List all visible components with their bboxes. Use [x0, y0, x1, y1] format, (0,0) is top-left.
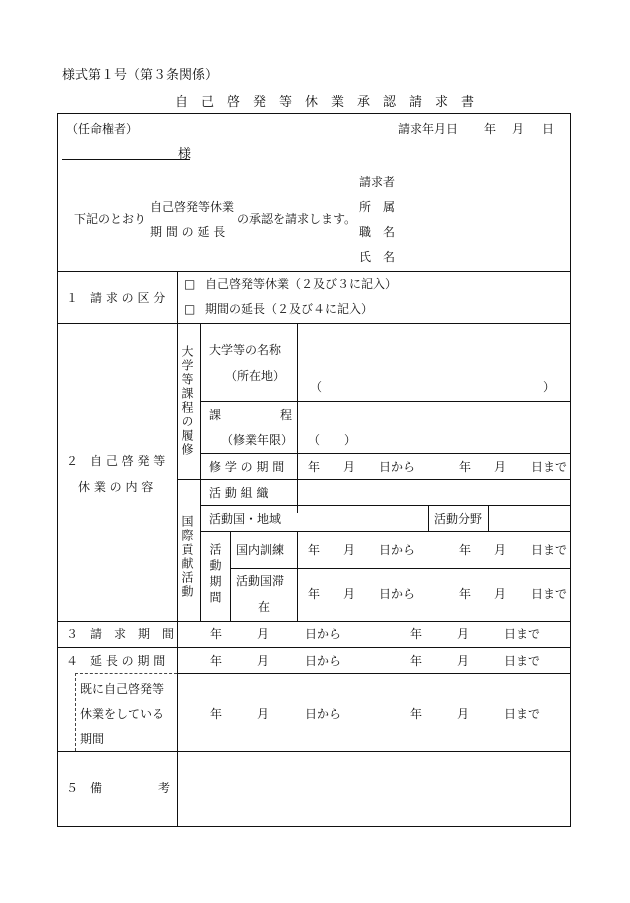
study-to-day: 日まで [531, 460, 568, 474]
study-from-month: 月 [343, 460, 356, 474]
study-from-year: 年 [308, 460, 321, 474]
intro-prefix: 下記のとおり [74, 212, 147, 226]
already-label-line2: 休業をしている [80, 707, 165, 721]
study-years-label: （修業年限） [221, 433, 294, 447]
s3-from-day: 日から [305, 627, 342, 641]
s3-label: ３ 請 求 期 間 [66, 627, 175, 641]
s3-to-month: 月 [457, 627, 470, 641]
location-paren-close: ） [543, 380, 556, 394]
intl-group-label: 国際貢献活動 [180, 515, 194, 599]
domestic-to-month: 月 [494, 543, 507, 557]
study-from-day: 日から [379, 460, 416, 474]
univ-group-label: 大学等課程の履修 [180, 345, 194, 457]
stay-to-year: 年 [459, 587, 472, 601]
domestic-training-label: 国内訓練 [236, 543, 285, 557]
s3-to-year: 年 [410, 627, 423, 641]
already-to-year: 年 [410, 707, 423, 721]
s1-label: １ 請 求 の 区 分 [66, 291, 166, 305]
already-from-year: 年 [210, 707, 223, 721]
s1-option-extension: 期間の延長（２及び４に記入） [205, 302, 374, 316]
study-to-month: 月 [494, 460, 507, 474]
form-number: 様式第１号（第３条関係） [62, 68, 219, 83]
s5-label: ５ 備 [66, 781, 103, 795]
already-from-day: 日から [305, 707, 342, 721]
authority-label: （任命権者） [66, 122, 139, 136]
s2-label-line1: ２ 自 己 啓 発 等 [66, 454, 166, 468]
s1-checkbox-extension[interactable]: □ [184, 302, 196, 316]
s4-to-year: 年 [410, 654, 423, 668]
school-name-label: 大学等の名称 [209, 343, 282, 357]
s4-to-month: 月 [457, 654, 470, 668]
already-label-line1: 既に自己啓発等 [80, 682, 165, 696]
remarks-field[interactable] [180, 752, 568, 824]
s1-option-leave: 自己啓発等休業（２及び３に記入） [205, 277, 398, 291]
s4-from-year: 年 [210, 654, 223, 668]
s5-label2: 考 [158, 781, 171, 795]
field-label: 活動分野 [434, 512, 483, 526]
already-label-line3: 期間 [80, 732, 105, 746]
stay-from-year: 年 [308, 587, 321, 601]
name-label: 氏 名 [359, 250, 396, 264]
intro-option-leave: 自己啓発等休業 [150, 200, 235, 214]
location-paren-open: （ [310, 380, 323, 394]
org-label: 活 動 組 織 [209, 486, 269, 500]
s3-from-year: 年 [210, 627, 223, 641]
already-from-month: 月 [257, 707, 270, 721]
dept-label: 所 属 [359, 200, 396, 214]
honorific: 様 [178, 147, 192, 162]
date-year: 年 [484, 122, 497, 136]
date-month: 月 [512, 122, 525, 136]
s4-to-day: 日まで [504, 654, 541, 668]
course-label: 課 [209, 408, 222, 422]
intro-suffix: の承認を請求します。 [237, 212, 357, 226]
request-date-label: 請求年月日 [398, 122, 459, 136]
stay-label-line1: 活動国滞 [236, 574, 285, 588]
s4-label: ４ 延 長 の 期 間 [66, 654, 166, 668]
domestic-from-day: 日から [379, 543, 416, 557]
intro-option-extension: 期 間 の 延 長 [150, 225, 226, 239]
country-label: 活動国・地域 [209, 512, 282, 526]
s1-checkbox-leave[interactable]: □ [184, 277, 196, 291]
study-period-label: 修 学 の 期 間 [209, 460, 285, 474]
date-day: 日 [542, 122, 555, 136]
already-to-day: 日まで [504, 707, 541, 721]
s4-from-day: 日から [305, 654, 342, 668]
already-to-month: 月 [457, 707, 470, 721]
stay-to-day: 日まで [531, 587, 568, 601]
page-title: 自 己 啓 発 等 休 業 承 認 請 求 書 [175, 95, 475, 110]
location-label: （所在地） [225, 369, 286, 383]
domestic-to-year: 年 [459, 543, 472, 557]
activity-period-label: 活動期間 [208, 543, 222, 607]
s3-from-month: 月 [257, 627, 270, 641]
s2-label-line2: 休 業 の 内 容 [78, 480, 154, 494]
study-to-year: 年 [459, 460, 472, 474]
domestic-from-year: 年 [308, 543, 321, 557]
stay-from-month: 月 [343, 587, 356, 601]
domestic-from-month: 月 [343, 543, 356, 557]
s3-to-day: 日まで [504, 627, 541, 641]
stay-to-month: 月 [494, 587, 507, 601]
domestic-to-day: 日まで [531, 543, 568, 557]
post-label: 職 名 [359, 225, 396, 239]
course-label2: 程 [280, 408, 293, 422]
study-years-paren: （ ） [308, 433, 357, 447]
requester-label: 請求者 [359, 175, 396, 189]
stay-label-line2: 在 [258, 600, 271, 614]
s4-from-month: 月 [257, 654, 270, 668]
stay-from-day: 日から [379, 587, 416, 601]
